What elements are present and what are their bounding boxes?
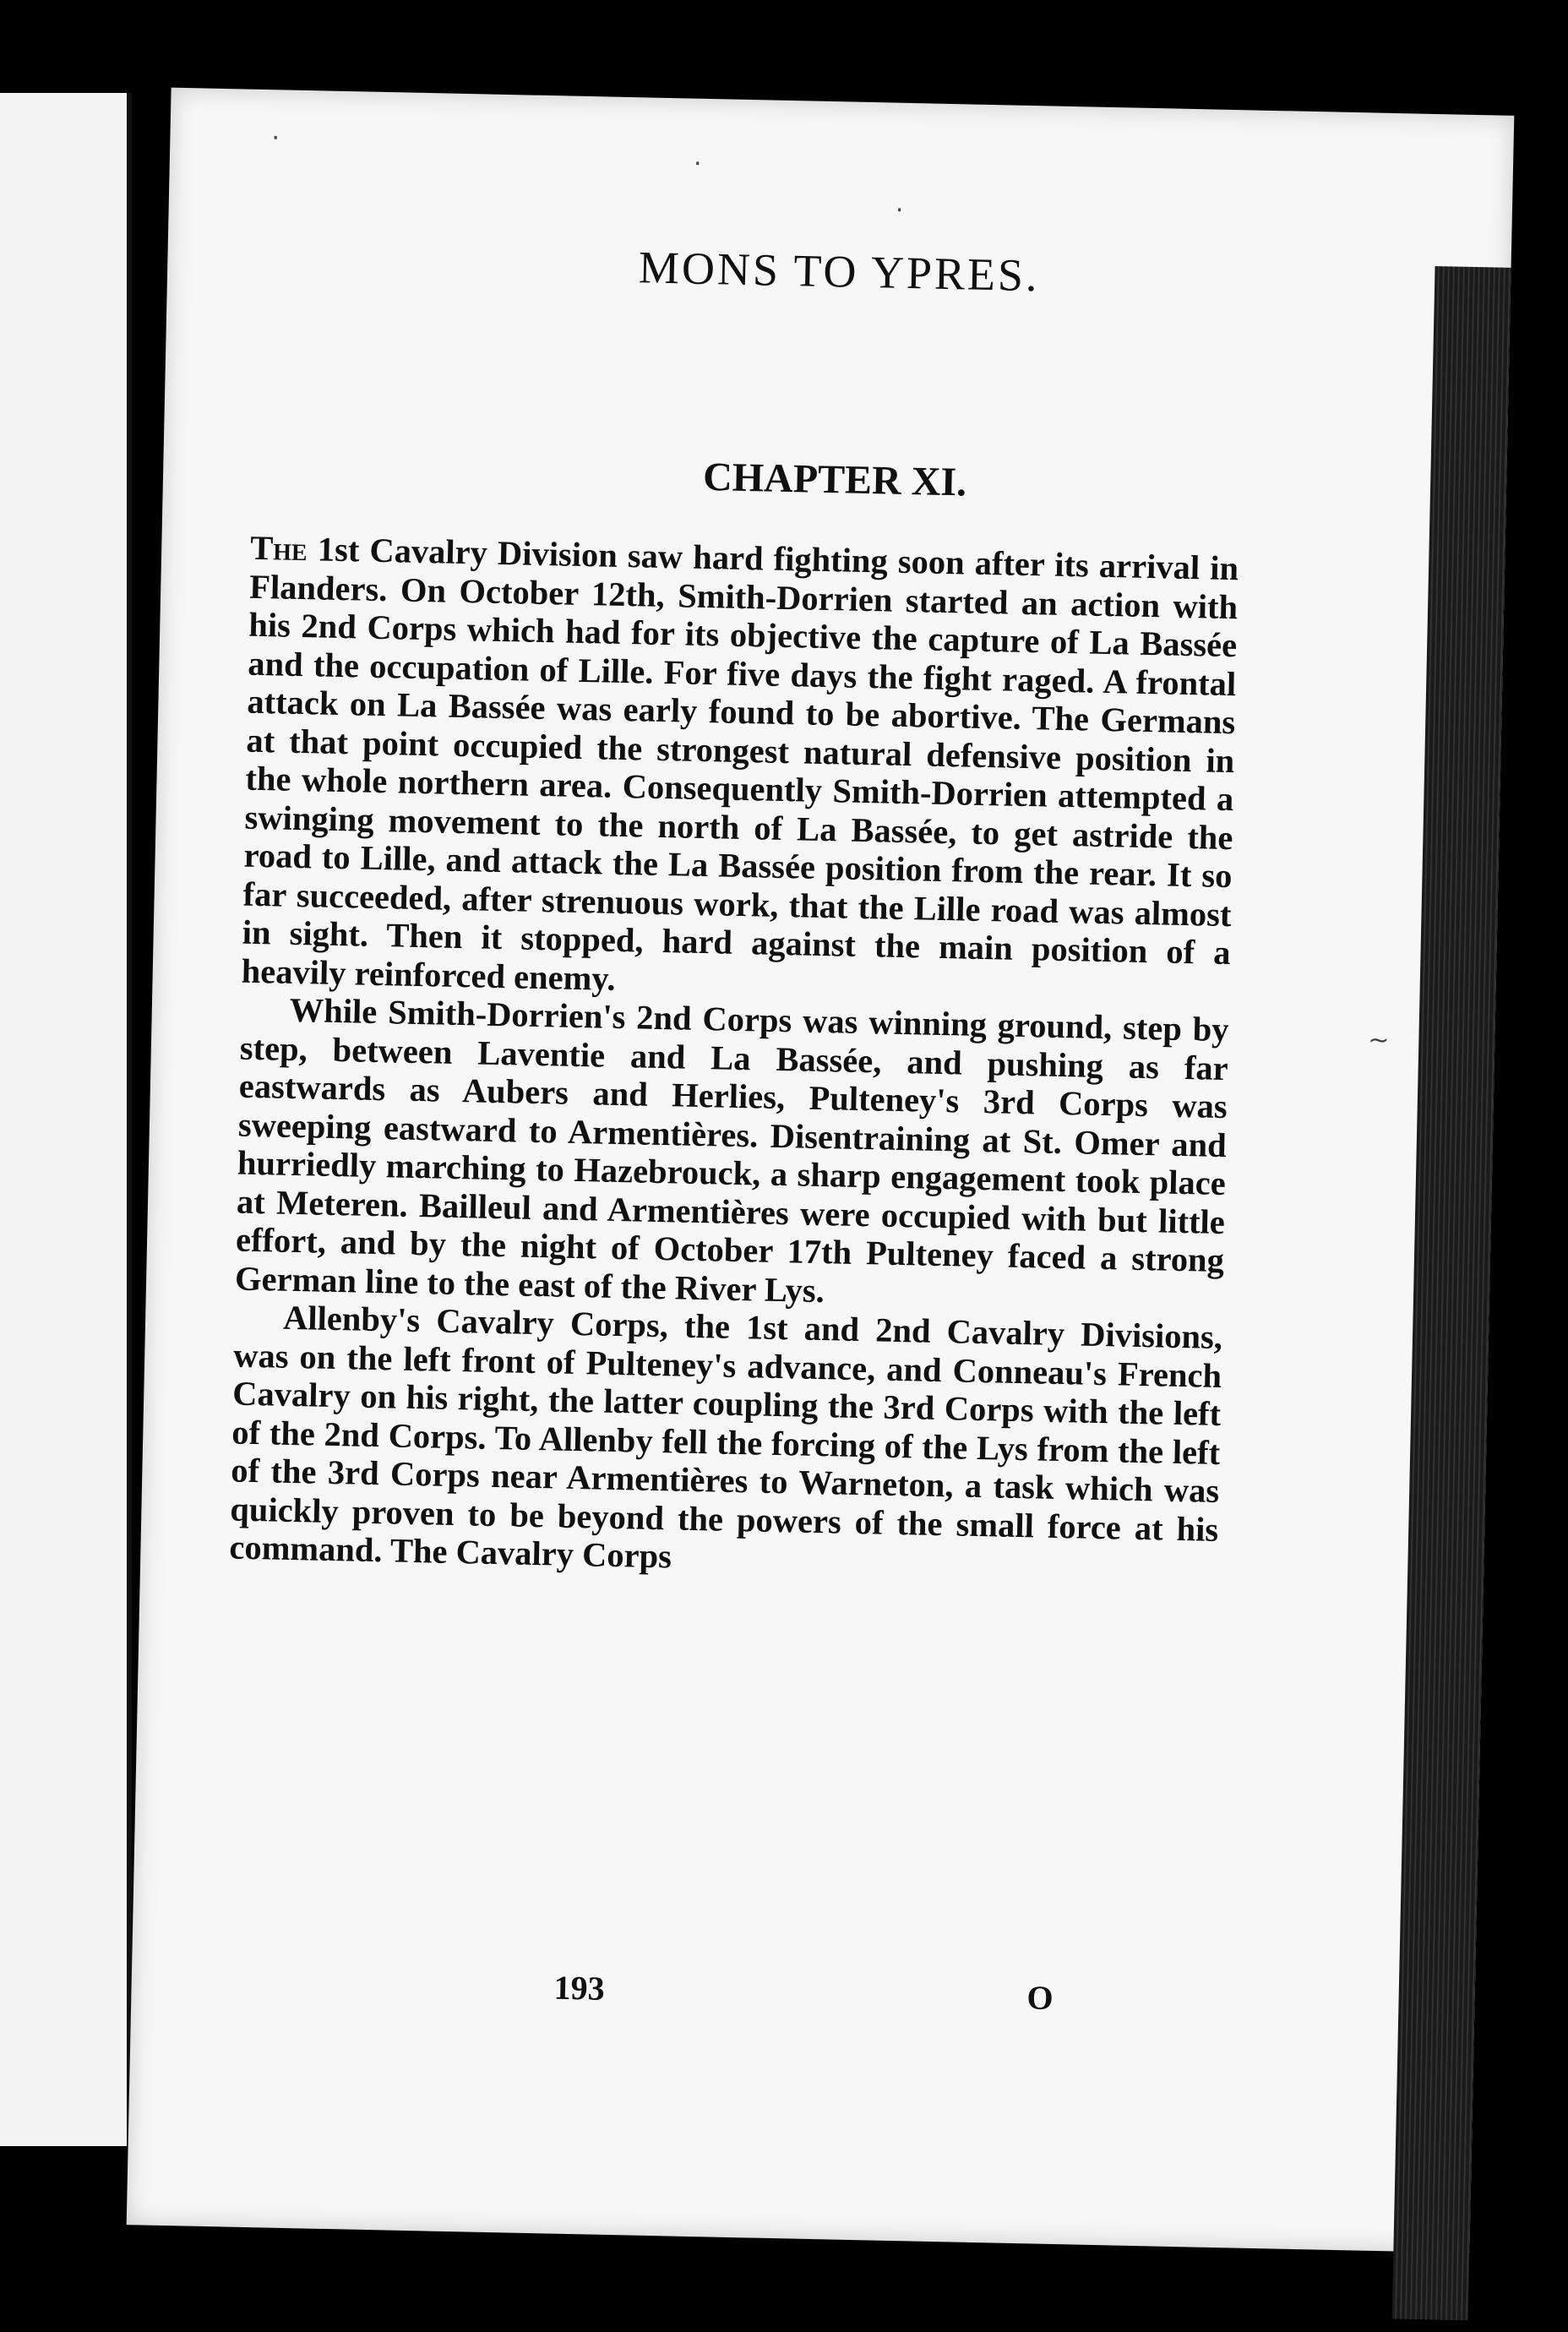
print-speck: ·	[271, 123, 280, 154]
print-speck: ·	[693, 149, 702, 179]
paragraph-1	[241, 529, 1239, 1011]
paragraph-1-text: 1st Cavalry Division saw hard fighting soon after its arrival in Flanders. On October 12th, Smith-Dorrien started an action with his 2nd Corps which had for its objective the capture of La Bassée and the occupation of Lille. For five days the fight raged. A frontal attack on La Bassée was early found to be abortive. The Germans at that point occupied the strongest natural defensive position in the whole northern area. Consequently Smith-Dorrien attempted a swinging movement to the north of La Bassée, to get astride the road to Lille, and attack the La Bassée position from the rear. It so far succeeded, after strenuous work, that the Lille road was almost in sight. Then it stopped, hard against the main position of a heavily reinforced enemy.	[241, 530, 1239, 998]
print-speck: ·	[895, 195, 904, 226]
running-head: MONS TO YPRES.	[638, 242, 1041, 302]
facing-page-edge	[0, 93, 132, 2146]
signature-mark: O	[1026, 1978, 1054, 2017]
print-speck: ~	[1367, 1025, 1390, 1056]
book-page	[127, 88, 1515, 2253]
paragraph-1-lead: The	[249, 528, 308, 569]
paragraph-3: Allenby's Cavalry Corps, the 1st and 2nd Cavalry Divisions, was on the left front of Pulteney's advance, and Conneau's French Cavalry on his right, the latter coupling the 3rd Corps with the left of the 2nd Corps. To Allenby fell the forcing of the Lys from the left of the 3rd Corps near Armentières to Warneton, a task which was quickly proven to be beyond the powers of the small force at his command. The Cavalry Corps	[229, 1298, 1223, 1576]
chapter-body	[229, 529, 1239, 1588]
chapter-heading: CHAPTER XI.	[702, 454, 967, 505]
page-number: 193	[553, 1968, 606, 2008]
page-footer	[132, 1959, 1475, 2017]
paragraph-2: While Smith-Dorrien's 2nd Corps was winning ground, step by step, between Laventie and La Bassée, and pushing as far eastwards as Aubers and Herlies, Pulteney's 3rd Corps was sweeping eastward to Armentières. Disentraining at St. Omer and hurriedly marching to Hazebrouck, a sharp engagement took place at Meteren. Bailleul and Armentières were occupied with but little effort, and by the night of October 17th Pulteney faced a strong German line to the east of the River Lys.	[234, 990, 1230, 1310]
page-block-edge	[1392, 266, 1511, 2320]
